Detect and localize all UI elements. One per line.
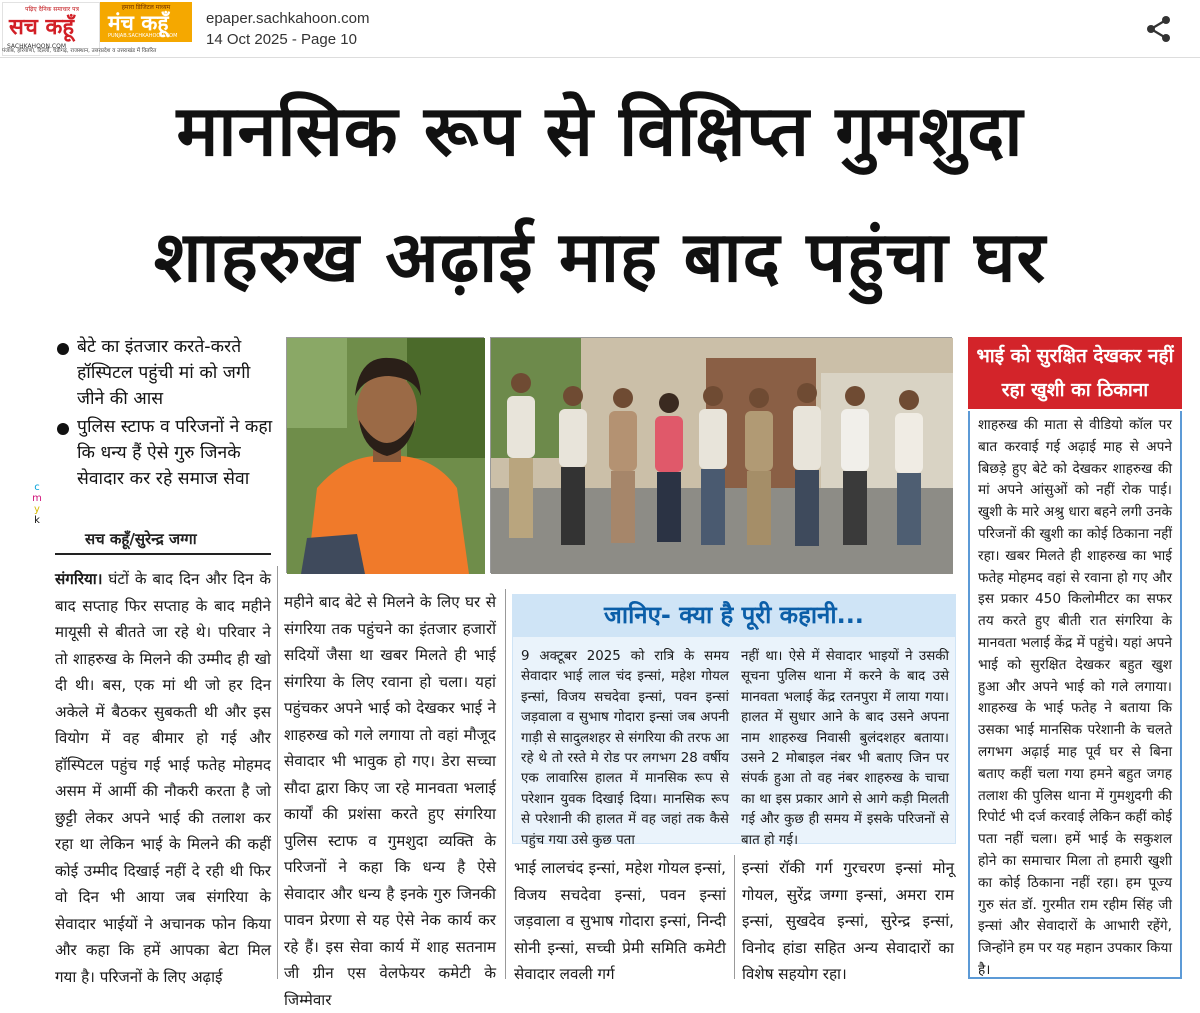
logo2-site: PUNJAB.SACHKAHOON.COM xyxy=(108,33,178,39)
headline-line-2: शाहरुख अढ़ाई माह बाद पहुंचा घर xyxy=(153,216,1047,298)
cmyk-y: y xyxy=(34,504,40,515)
highlight-item: बेटे का इंतजार करते-करते हॉस्पिटल पहुंची मां को जगी जीने की आस xyxy=(55,334,273,412)
story-column-3: भाई लालचंद इन्सां, महेश गोयल इन्सां, विजय सचदेवा इन्सां, पवन इन्सां जड़वाला व सुभाष गोदारा इन्सां, निन्दी सोनी इन्सां, सच्ची प्रेमी समिति कमेटी सेवादार लवली गर्ग xyxy=(514,859,726,983)
story-column-4: इन्सां रॉकी गर्ग गुरचरण इन्सां मोनू गोयल, सुरेंद्र जग्गा इन्सां, अमरा राम इन्सां, सुखदेव इन्सां, सुरेन्द्र इन्सां, विनोद हांडा सहित अन्य सेवादारों का विशेष सहयोग रहा। xyxy=(742,859,954,983)
column-divider xyxy=(734,855,735,979)
story-text: घंटों के बाद दिन और दिन के बाद सप्ताह फिर सप्ताह के बाद महीने मायूसी से बीतते जा रहे थे। परिवार ने तो शाहरुख के मिलने की उम्मीद ही खो दी थी। बस, एक मां थी जो हर दिन अकेले में बैठकर सुबकती थी और इस वियोग में वह बीमार हो गई और हॉस्पिटल पहुंच गई भाई फतेह मोहमद असम में आर्मी की नौकरी करता है जो छुट्टी लेकर अपने भाई की तलाश कर रहा था लेकिन भाई के मिलने की कहीं कोई उम्मीद दिखाई नहीं दे रही थी फिर वो दिन भी आया जब संगरिया के सेवादार भाईयों ने अचानक फोन किया और कहा कि हमें आपका बेटा मिल गया है। परिजनों के लिए अढ़ाई xyxy=(55,570,272,986)
manchkahoon-logo[interactable] xyxy=(100,2,192,42)
logo-editions: पंजाब, हरियाणा, दिल्ली, चंडीगढ़, राजस्थान, उत्तरप्रदेश व उत्तराखंड में वितरित xyxy=(2,48,157,54)
box-column-2: नहीं था। ऐसे में सेवादार भाइयों ने उसकी सूचना पुलिस थाना में करने के बाद उसे मानवता भलाई केंद्र रतनपुरा में लाया गया। हालत में सुधार आने के बाद उसने अपना नाम शाहरुख निवासी बुलंदशहर बताया। उसने 2 मोबाइल नंबर भी बताए जिन पर संपर्क हुआ तो वह नंबर शाहरुख के चाचा का था इस प्रकार आगे से आगे कड़ी मिलती गई और कुछ ही समय में इसके परिजनों से बात हो गई। xyxy=(741,649,949,848)
sidebar-text: शाहरुख की माता से वीडियो कॉल पर बात करवाई गई अढ़ाई माह से अपने बिछड़े हुए बेटे को देखकर शाहरुख की मां अपने आंसुओं को नहीं रोक पाई। खुशी के मारे अश्रु धारा बहने लगी उनके परिजनों की खुशी का कोई ठिकाना नहीं रहा। खबर मिलते ही शाहरुख का भाई फतेह मोहमद वहां से रवाना हो गए और इस प्रकार 450 किलोमीटर का सफर तय करते हुए बीती रात संगरिया के मानवता भलाई केंद्र में पहुंचे। यहां अपने भाई को सुरक्षित देखकर बहुत खुश हुआ और अपने भाई को गले लगाया। शाहरुख के भाई फतेह ने बताया कि उसका भाई मानसिक परेशानी के चलते लगभग अढ़ाई माह पूर्व घर से बिना बताए कहीं चला गया हमने बहुत जगह तलाश की पुलिस थाना में गुमशुदगी की रिपोर्ट भी दर्ज करवाई लेकिन कहीं कोई पता नहीं चला। हमें भाई के सकुशल होने का समाचार मिला तो हमारी खुशी का कोई ठिकाना नहीं रहा। हम पूज्य गुरु संत डॉ. गुरमीत राम रहीम सिंह जी इन्सां और सेवादारों के आभारी रहेंगे, जिन्होंने हम पर यह महान उपकार किया है। xyxy=(978,417,1172,978)
cmyk-m: m xyxy=(32,493,42,504)
logo2-name: मंच कहूँ xyxy=(108,11,169,35)
story-column-1 xyxy=(55,566,272,986)
photo-group-reunion xyxy=(490,337,952,573)
photo-group-illustration xyxy=(491,338,953,574)
photo-missing-man xyxy=(286,337,484,573)
byline: सच कहूँ/सुरेन्द्र जग्गा xyxy=(85,530,197,548)
dateline: संगरिया। xyxy=(55,570,103,588)
byline-divider xyxy=(55,553,271,555)
cmyk-k: k xyxy=(34,515,40,526)
highlights-list xyxy=(55,334,273,494)
photo-missing-man-illustration xyxy=(287,338,485,574)
sidebar-title: भाई को सुरक्षित देखकर नहीं रहा खुशी का ठिकाना xyxy=(968,337,1182,409)
cmyk-marks xyxy=(32,482,42,526)
column-divider xyxy=(277,566,278,979)
box-column-1: 9 अक्टूबर 2025 को रात्रि के समय सेवादार भाई लाल चंद इन्सां, महेश गोयल इन्सां, विजय सचदेवा इन्सां, पवन इन्सां जड़वाला व सुभाष गोदारा इन्सां जब अपनी गाड़ी से सादुलशहर से संगरिया की तरफ आ रहे थे तो रस्ते मे रोड पर लगभग 28 वर्षीय एक लावारिस हालत में मानसिक रूप से परेशान युवक दिखाई दिया। मानसिक रूप से परेशानी की हालत में वह जहां तक कैसे पहुंच गया उसे कुछ पता xyxy=(521,649,729,848)
highlight-item: पुलिस स्टाफ व परिजनों ने कहा कि धन्य हैं ऐसे गुरु जिनके सेवादार कर रहे समाज सेवा xyxy=(55,414,273,492)
column-divider xyxy=(505,589,506,979)
sidebar-box xyxy=(968,411,1182,979)
logo2-tagline: हमारा डिजिटल माध्यम xyxy=(121,4,171,11)
box-title: जानिए- क्या है पूरी कहानी... xyxy=(512,594,956,636)
logo-tagline: पढ़िए दैनिक समाचार पत्र xyxy=(25,6,79,13)
page-info: 14 Oct 2025 - Page 10 xyxy=(206,31,357,48)
story-box xyxy=(512,636,956,848)
story-column-2: महीने बाद बेटे से मिलने के लिए घर से संगरिया तक पहुंचने का इंतजार हजारों सदियों जैसा था खबर मिलते ही भाई संगरिया के लिए रवाना हो चला। यहां पहुंचकर अपने भाई को देखकर भाई ने शाहरुख को गले लगाया तो वहां मौजूद सेवादार भी भावुक हो गए। डेरा सच्चा सौदा द्वारा किए जा रहे मानवता भलाई कार्यों की प्रशंसा करते हुए संगरिया पुलिस स्टाफ व गुमशुदा व्यक्ति के परिजनों ने कहा कि धन्य है ऐसे सेवादार और धन्य है इनके गुरु जिनकी पावन प्रेरणा से यह ऐसे नेक कार्य कर रहे हैं। इस सेवा कार्य में शाह सतनाम जी ग्रीन एस वेलफेयर कमेटी के जिम्मेवार xyxy=(284,593,496,1009)
headline-line-1: मानसिक रूप से विक्षिप्त गुमशुदा xyxy=(176,90,1024,172)
header-bar xyxy=(0,0,1200,58)
logo-site: SACHKAHOON.COM xyxy=(7,43,66,50)
site-url[interactable]: epaper.sachkahoon.com xyxy=(206,10,370,27)
logo-name: सच कहूँ xyxy=(9,15,75,40)
share-icon[interactable] xyxy=(1144,14,1174,44)
cmyk-c: c xyxy=(34,482,40,493)
